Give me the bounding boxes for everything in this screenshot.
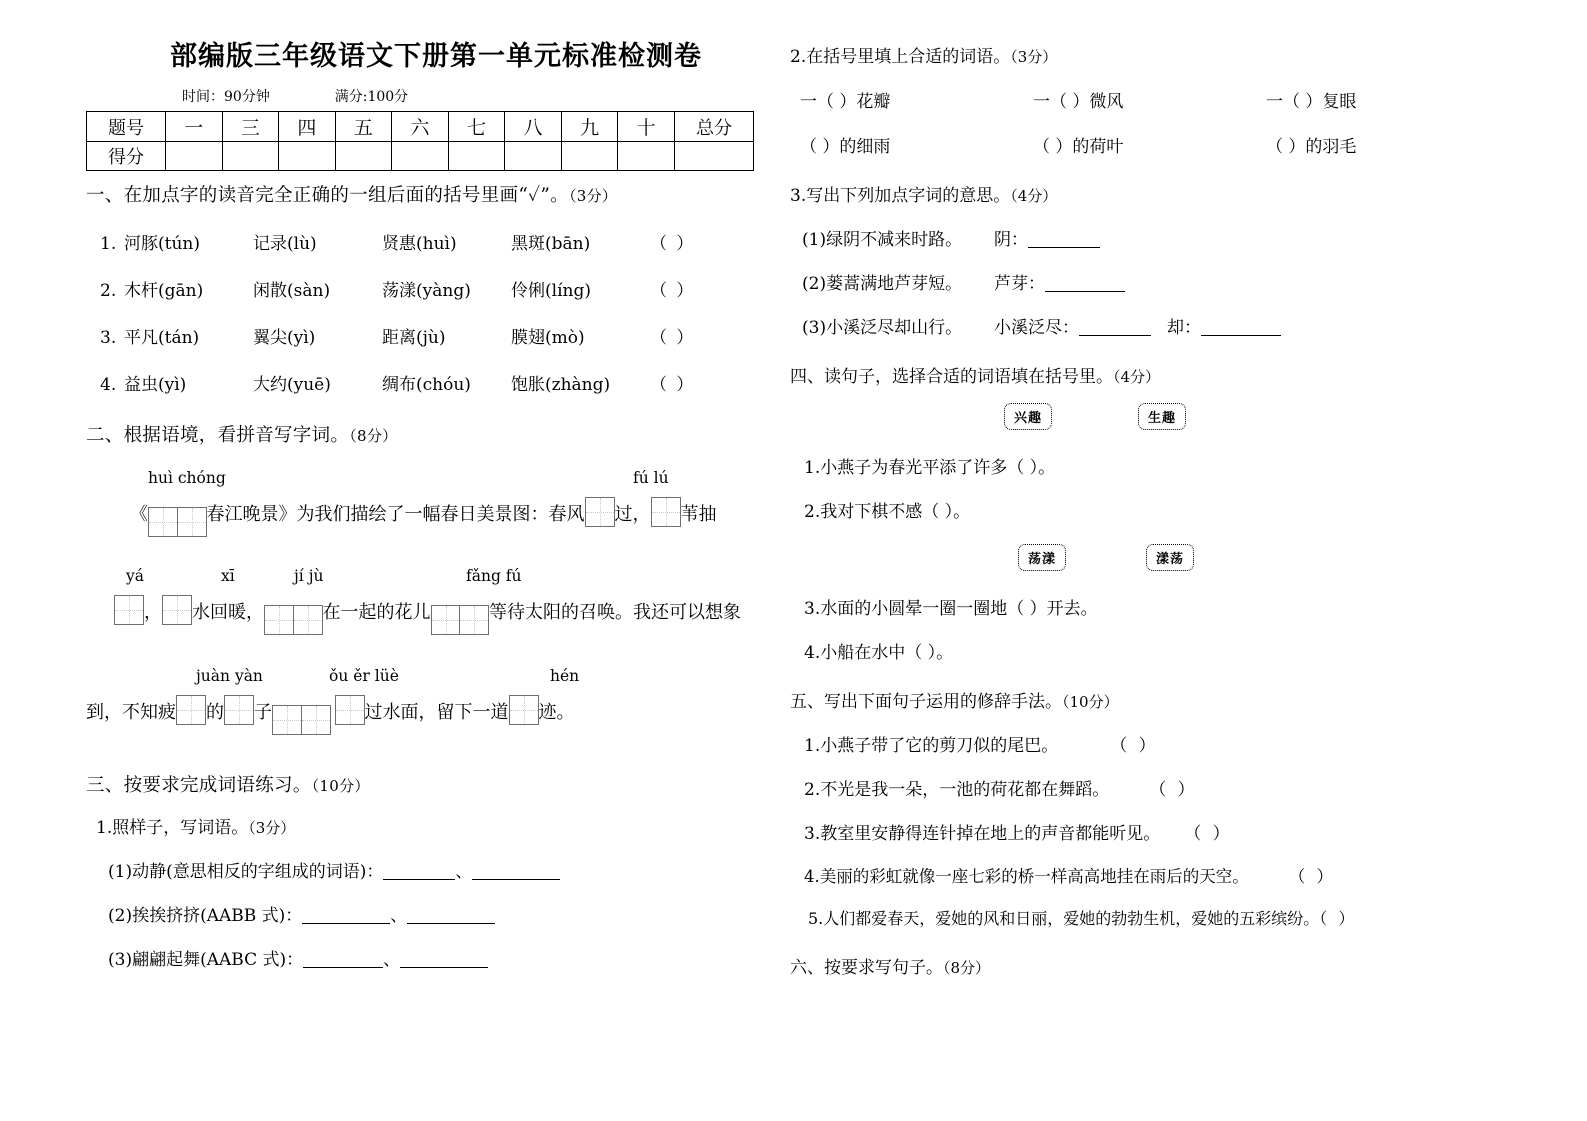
section-3-q1-title — [86, 813, 786, 838]
choice-item: 距离(jù) — [382, 328, 446, 348]
choice-item: 饱胀(zhàng) — [511, 375, 611, 395]
score-cell-6[interactable] — [448, 142, 505, 171]
char-grid-box[interactable] — [176, 695, 206, 725]
char-grid-box[interactable] — [162, 595, 192, 625]
choice-row — [86, 229, 786, 254]
choice-row — [86, 370, 786, 395]
char-grid-pair[interactable] — [272, 705, 331, 745]
sentence-part: 等待太阳的召唤。我还可以想象 — [489, 602, 741, 623]
char-grid-box[interactable] — [114, 595, 144, 625]
sentence-part: 水回暖， — [192, 602, 264, 623]
rhetoric-sentence: 3.教室里安静得连针掉在地上的声音都能听见。 — [804, 824, 1161, 844]
section-6-heading — [790, 953, 1520, 978]
meaning-key: 芦芽： — [994, 274, 1045, 294]
char-grid-box[interactable] — [224, 695, 254, 725]
table-row-headers — [87, 112, 754, 142]
section-4-question[interactable]: 1.小燕子为春光平添了许多（ ）。 — [804, 458, 1056, 478]
char-grid-box[interactable] — [459, 605, 489, 635]
answer-parenthesis[interactable]: （ ） — [1149, 780, 1198, 800]
sentence-part: 在一起的花儿 — [322, 602, 431, 623]
choice-number: 2. — [100, 281, 117, 301]
answer-parenthesis[interactable]: （ ） — [1110, 736, 1159, 756]
word-option-box[interactable]: 生趣 — [1138, 403, 1186, 430]
item-separator: 、 — [390, 906, 408, 926]
choice-item: 木杆(gān) — [124, 281, 204, 301]
item-label: (1)动静(意思相反的字组成的词语)： — [108, 862, 384, 882]
section-3-q2-title — [790, 42, 1520, 67]
char-grid-pair[interactable] — [431, 605, 490, 645]
choice-item: 翼尖(yì) — [253, 328, 316, 348]
char-grid-box[interactable] — [431, 605, 461, 635]
meaning-answer — [994, 269, 1125, 294]
word-option-box[interactable]: 兴趣 — [1004, 403, 1052, 430]
char-grid-box[interactable] — [264, 605, 294, 635]
section-1-points: （3分） — [568, 187, 618, 205]
sentence-part: 子 — [254, 702, 272, 723]
pinyin-hint: jí jù — [294, 567, 324, 585]
section-3-q3-title — [790, 181, 1520, 206]
sentence-part: 过， — [614, 504, 651, 525]
measure-word-item[interactable]: 一（ ）复眼 — [1266, 92, 1357, 112]
score-col-6: 七 — [448, 112, 505, 142]
pinyin-hint: fǎng fú — [466, 567, 522, 585]
score-cell-5[interactable] — [392, 142, 449, 171]
left-column — [86, 0, 786, 970]
q3-points: （4分） — [1010, 187, 1058, 205]
q2-label: 2.在括号里填上合适的词语。 — [790, 47, 1011, 67]
meaning-sentence: (2)蒌蒿满地芦芽短。 — [802, 274, 963, 294]
table-row-scores — [87, 142, 754, 171]
sentence-part: 《 — [130, 504, 148, 525]
score-cell-7[interactable] — [505, 142, 562, 171]
score-col-8: 九 — [561, 112, 618, 142]
section-1-title: 一、在加点字的读音完全正确的一组后面的括号里画“✓”。 — [86, 185, 569, 206]
section-4-question[interactable]: 3.水面的小圆晕一圈一圈地（ ）开去。 — [804, 599, 1098, 619]
answer-parenthesis[interactable]: （ ） — [650, 328, 696, 348]
right-column — [790, 0, 1520, 978]
section-6-title: 六、按要求写句子。 — [790, 958, 943, 978]
choice-item: 黑斑(bān) — [511, 234, 591, 254]
choice-item: 荡漾(yàng) — [382, 281, 471, 301]
score-col-7: 八 — [505, 112, 562, 142]
pinyin-hint-row — [86, 567, 786, 589]
choice-item: 膜翅(mò) — [511, 328, 585, 348]
score-cell-3[interactable] — [279, 142, 336, 171]
answer-blank[interactable] — [400, 967, 488, 968]
section-1-heading — [86, 181, 786, 207]
answer-parenthesis[interactable]: （ ） — [1319, 909, 1358, 928]
choice-item: 益虫(yì) — [124, 375, 187, 395]
score-table — [86, 111, 754, 171]
section-2-points: （8分） — [349, 427, 398, 445]
meaning-answer — [994, 313, 1281, 338]
choice-item: 记录(lù) — [253, 234, 317, 254]
adjective-row — [790, 132, 1520, 157]
score-col-9: 十 — [618, 112, 675, 142]
exam-meta — [86, 86, 786, 106]
meaning-item — [790, 225, 1520, 250]
choice-row — [86, 276, 786, 301]
section-4-points: （4分） — [1113, 368, 1161, 386]
score-col-1: 一 — [166, 112, 223, 142]
item-label: (2)挨挨挤挤(AABB 式)： — [108, 906, 303, 926]
answer-blank[interactable] — [1045, 291, 1125, 292]
choice-item: 闲散(sàn) — [253, 281, 331, 301]
q1-points: （3分） — [248, 819, 296, 837]
adjective-item[interactable]: （ ）的羽毛 — [1266, 137, 1357, 157]
score-cell-total[interactable] — [675, 142, 754, 171]
answer-blank[interactable] — [383, 879, 455, 880]
fill-sentence-row — [86, 593, 786, 645]
answer-blank[interactable] — [472, 879, 560, 880]
section-5-points: （10分） — [1062, 693, 1119, 711]
section-4-heading — [790, 362, 1520, 387]
score-cell-1[interactable] — [166, 142, 223, 171]
answer-parenthesis[interactable]: （ ） — [1288, 867, 1336, 886]
word-practice-item — [86, 857, 786, 882]
sentence-part: 过水面，留下一道 — [364, 702, 509, 723]
pinyin-hint: fú lú — [633, 469, 669, 487]
pinyin-hint: yá — [126, 567, 144, 585]
adjective-item[interactable]: （ ）的荷叶 — [1033, 137, 1124, 157]
rhetoric-item — [790, 775, 1520, 800]
choice-item: 绸布(chóu) — [382, 375, 471, 395]
char-grid-box[interactable] — [585, 497, 615, 527]
choice-number: 1. — [100, 234, 117, 254]
measure-word-item[interactable]: 一（ ）微风 — [1033, 92, 1124, 112]
answer-parenthesis[interactable]: （ ） — [650, 375, 696, 395]
meaning-sentence: (3)小溪泛尽却山行。 — [802, 318, 963, 338]
char-grid-box[interactable] — [177, 507, 207, 537]
pinyin-hint-row — [86, 667, 786, 689]
char-grid-box[interactable] — [651, 497, 681, 527]
score-col-2: 三 — [222, 112, 279, 142]
q1-label: 1.照样子，写词语。 — [96, 818, 249, 838]
char-grid-pair[interactable] — [264, 605, 323, 645]
sentence-part: 苇抽 — [680, 504, 717, 525]
meaning-item — [790, 269, 1520, 294]
rhetoric-item — [790, 819, 1520, 844]
rhetoric-item — [790, 731, 1520, 756]
measure-word-row — [790, 87, 1520, 112]
choice-number: 3. — [100, 328, 117, 348]
page-title: 部编版三年级语文下册第一单元标准检测卷 — [170, 41, 702, 72]
answer-parenthesis[interactable]: （ ） — [650, 281, 696, 301]
section-5-heading — [790, 687, 1520, 712]
section-2-title: 二、根据语境，看拼音写字词。 — [86, 425, 350, 446]
char-grid-pair[interactable] — [148, 507, 207, 547]
word-option-box[interactable]: 漾荡 — [1146, 544, 1194, 571]
section-3-points: （10分） — [311, 777, 370, 795]
answer-blank[interactable] — [302, 923, 390, 924]
answer-parenthesis[interactable]: （ ） — [650, 234, 696, 254]
score-cell-2[interactable] — [222, 142, 279, 171]
fill-sentence-row — [86, 495, 786, 547]
time-label: 时间：90分钟 — [182, 89, 270, 105]
word-options-row — [790, 544, 1520, 578]
section-6-points: （8分） — [943, 959, 991, 977]
sentence-part: ， — [144, 602, 162, 623]
item-separator: 、 — [455, 862, 473, 882]
score-cell-4[interactable] — [335, 142, 392, 171]
score-cell-9[interactable] — [618, 142, 675, 171]
section-3-heading — [86, 771, 786, 797]
word-options-row — [790, 403, 1520, 437]
pinyin-hint: hén — [550, 667, 580, 685]
pinyin-hint: huì chóng — [148, 469, 226, 487]
rhetoric-sentence: 1.小燕子带了它的剪刀似的尾巴。 — [804, 736, 1059, 756]
char-grid-box[interactable] — [301, 705, 331, 735]
meaning-key: 阴： — [994, 230, 1028, 250]
fill-sentence-row — [86, 693, 786, 745]
choice-number: 4. — [100, 375, 117, 395]
char-grid-box[interactable] — [148, 507, 178, 537]
q3-label: 3.写出下列加点字词的意思。 — [790, 186, 1011, 206]
score-col-4: 五 — [335, 112, 392, 142]
section-4-question[interactable]: 4.小船在水中（ ）。 — [804, 643, 954, 663]
section-3-title: 三、按要求完成词语练习。 — [86, 775, 312, 796]
measure-word-item[interactable]: 一（ ）花瓣 — [800, 92, 891, 112]
total-points-label: 满分:100分 — [334, 89, 409, 105]
sentence-part: 春江晚景》为我们描绘了一幅春日美景图：春风 — [206, 504, 585, 525]
pinyin-hint: ǒu ěr lüè — [329, 667, 399, 685]
answer-blank[interactable] — [1028, 247, 1100, 248]
score-table-row-label: 题号 — [87, 112, 166, 142]
choice-item: 贤惠(huì) — [382, 234, 457, 254]
section-4-question[interactable]: 2.我对下棋不感（ ）。 — [804, 502, 971, 522]
choice-item: 大约(yuē) — [253, 375, 331, 395]
score-total-header: 总分 — [675, 112, 754, 142]
sentence-part: 到，不知疲 — [86, 702, 176, 723]
word-practice-item — [86, 901, 786, 926]
rhetoric-item — [790, 863, 1520, 887]
pinyin-hint-row — [86, 469, 786, 491]
answer-parenthesis[interactable]: （ ） — [1184, 824, 1233, 844]
rhetoric-sentence: 5.人们都爱春天，爱她的风和日丽，爱她的勃勃生机，爱她的五彩缤纷。 — [808, 909, 1320, 928]
choice-item: 平凡(tán) — [124, 328, 200, 348]
meaning-key: 却： — [1167, 318, 1201, 338]
choice-item: 河豚(tún) — [124, 234, 200, 254]
char-grid-box[interactable] — [335, 695, 365, 725]
char-grid-box[interactable] — [272, 705, 302, 735]
rhetoric-sentence: 2.不光是我一朵，一池的荷花都在舞蹈。 — [804, 780, 1110, 800]
score-col-3: 四 — [279, 112, 336, 142]
choice-row — [86, 323, 786, 348]
meaning-sentence: (1)绿阴不减来时路。 — [802, 230, 963, 250]
answer-blank[interactable] — [303, 967, 383, 968]
choice-item: 伶俐(líng) — [511, 281, 591, 301]
pinyin-hint: xī — [221, 567, 235, 585]
score-col-5: 六 — [392, 112, 449, 142]
sentence-part: 迹。 — [538, 702, 575, 723]
answer-blank[interactable] — [407, 923, 495, 924]
section-4-title: 四、读句子，选择合适的词语填在括号里。 — [790, 367, 1113, 387]
item-label: (3)翩翩起舞(AABC 式)： — [108, 950, 304, 970]
rhetoric-sentence: 4.美丽的彩虹就像一座七彩的桥一样高高地挂在雨后的天空。 — [804, 867, 1249, 886]
adjective-item[interactable]: （ ）的细雨 — [800, 137, 891, 157]
meaning-key: 小溪泛尽： — [994, 318, 1079, 338]
score-table-row-label-2: 得分 — [87, 142, 166, 171]
meaning-item — [790, 313, 1520, 338]
answer-blank[interactable] — [1079, 335, 1151, 336]
meaning-answer — [994, 225, 1100, 250]
pinyin-hint: juàn yàn — [196, 667, 263, 685]
word-option-box[interactable]: 荡漾 — [1018, 544, 1066, 571]
rhetoric-item — [790, 906, 1520, 929]
word-practice-item — [86, 945, 786, 970]
q2-points: （3分） — [1010, 48, 1058, 66]
item-separator: 、 — [383, 950, 401, 970]
answer-blank[interactable] — [1201, 335, 1281, 336]
score-cell-8[interactable] — [561, 142, 618, 171]
char-grid-box[interactable] — [509, 695, 539, 725]
char-grid-box[interactable] — [293, 605, 323, 635]
section-2-heading — [86, 421, 786, 447]
section-5-title: 五、写出下面句子运用的修辞手法。 — [790, 692, 1062, 712]
sentence-part: 的 — [206, 702, 224, 723]
